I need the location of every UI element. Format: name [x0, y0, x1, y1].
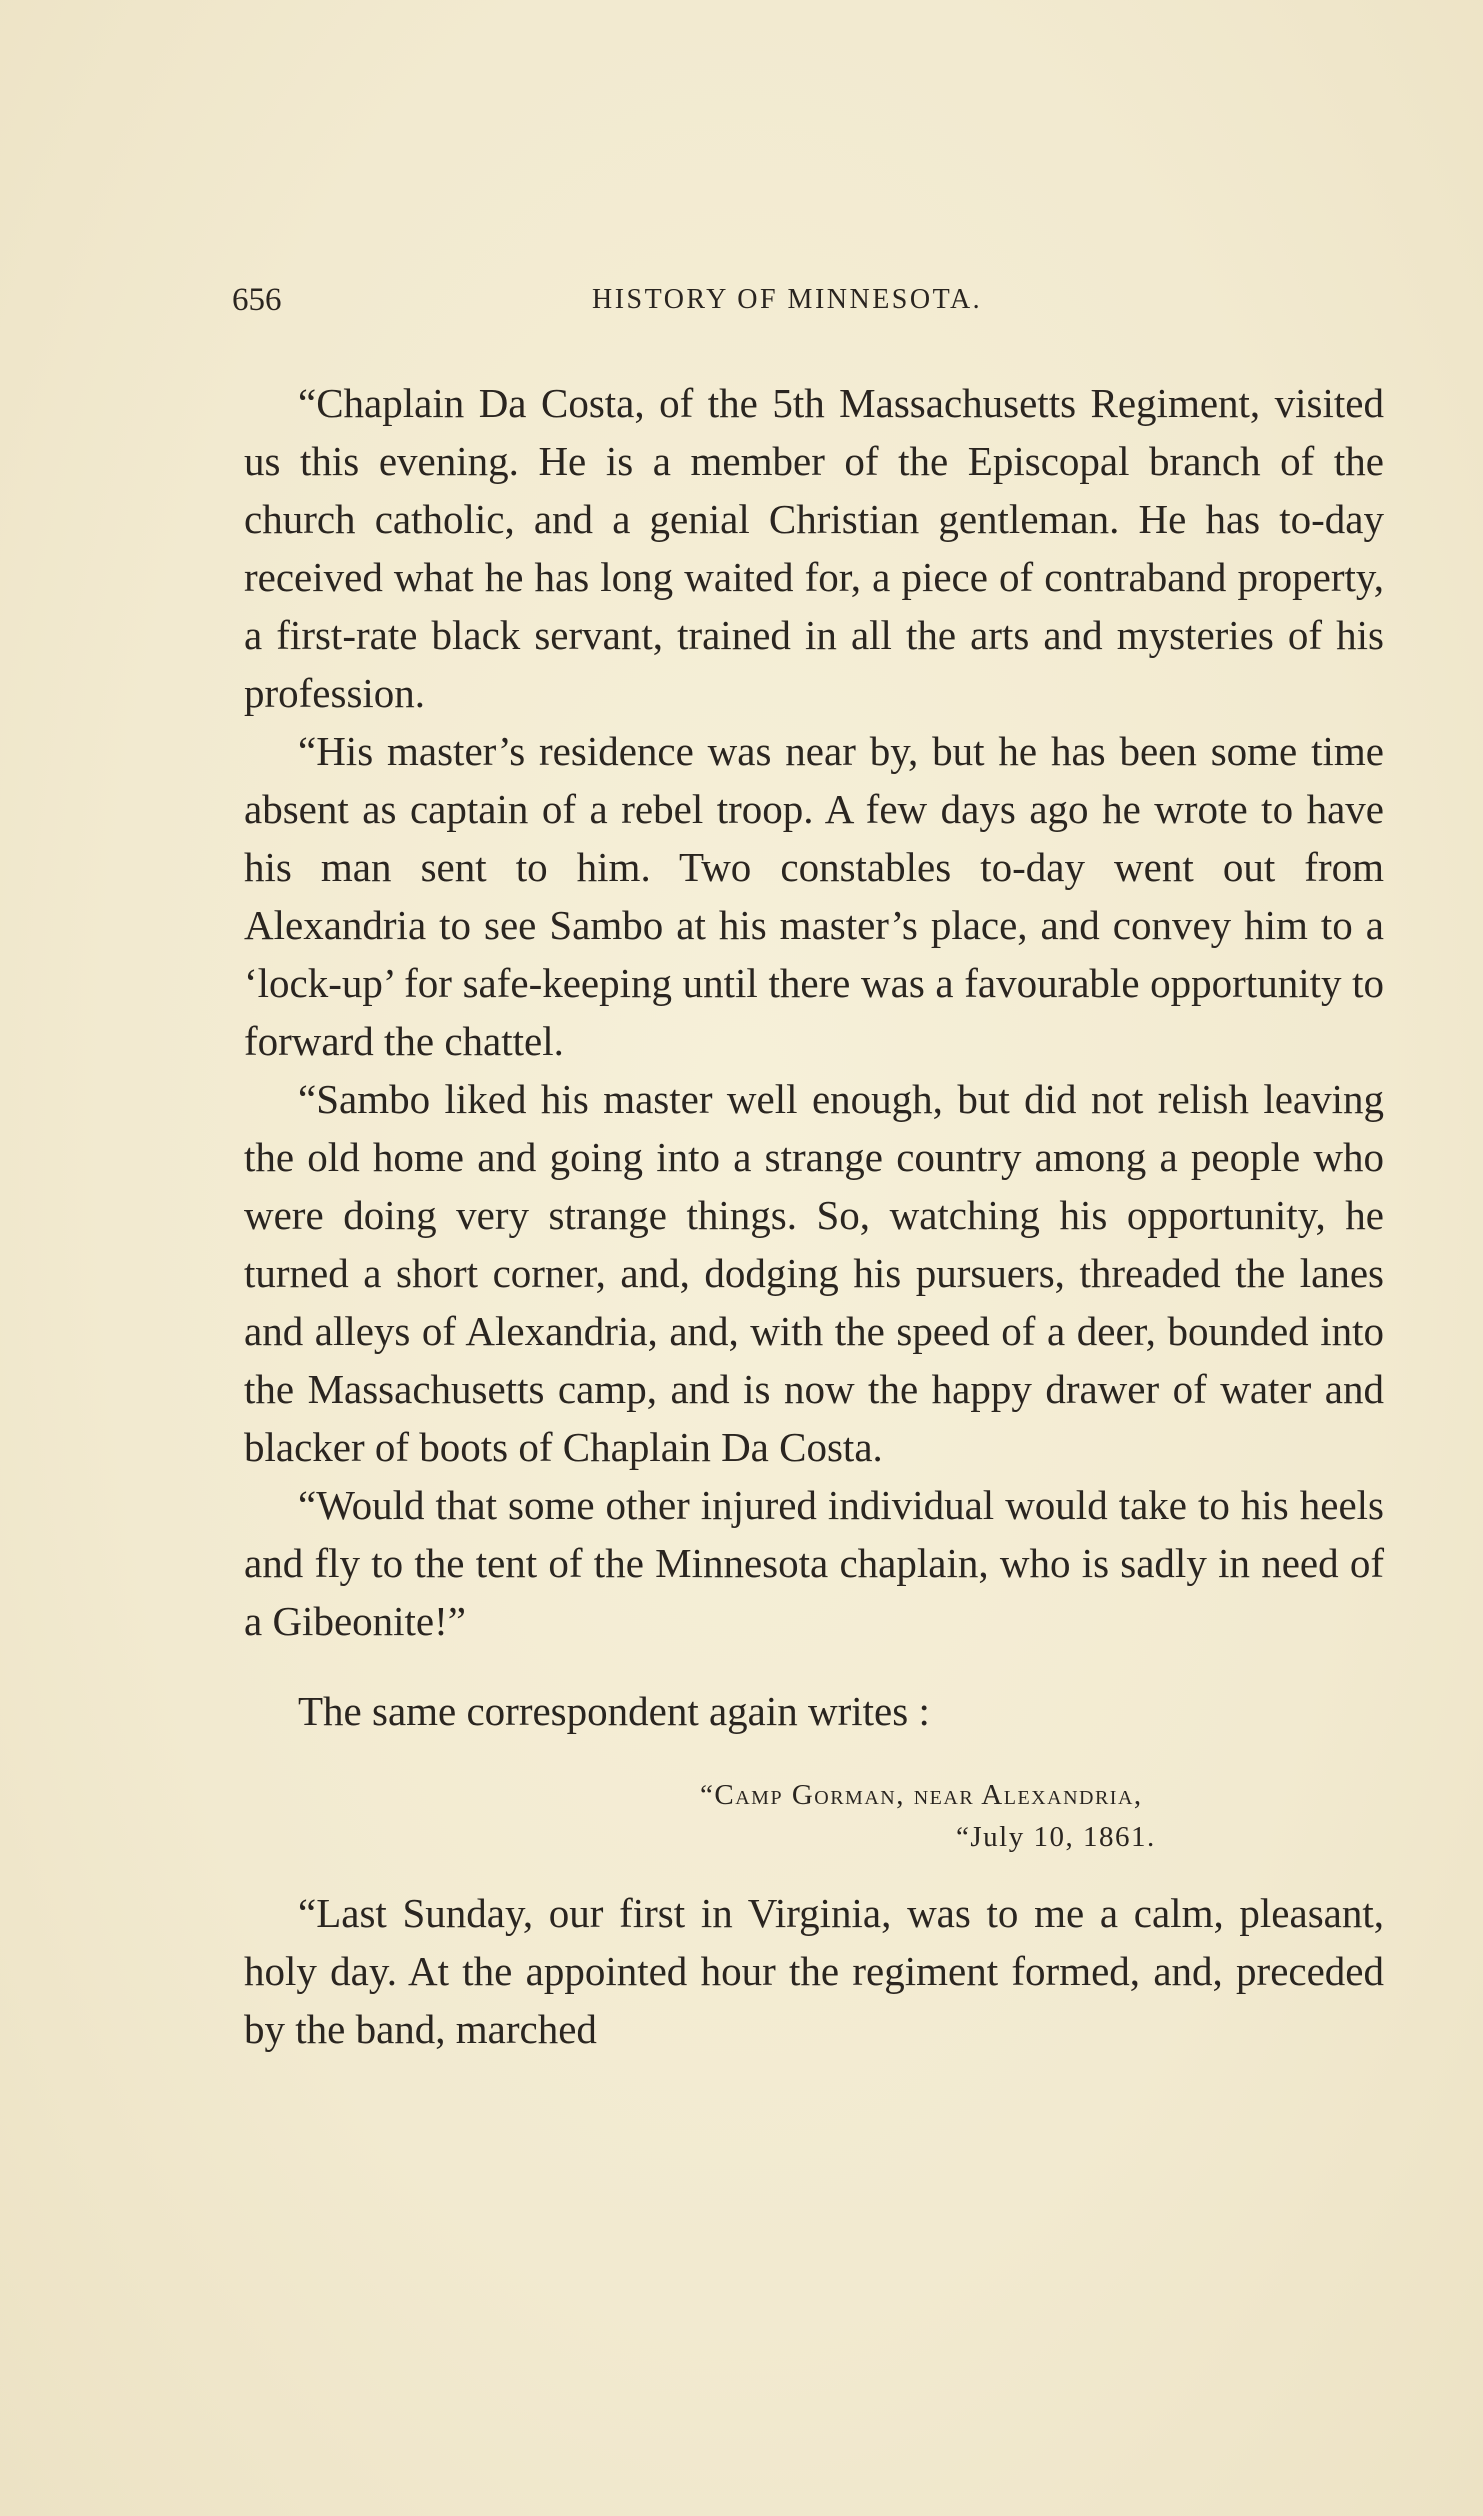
dateline-place: “Camp Gorman, near Alexandria, — [700, 1779, 1143, 1811]
intro-line: The same correspondent again writes : — [298, 1688, 930, 1734]
paragraph-3: “Sambo liked his master well enough, but did not relish leaving the old home and going into a strange country among a people who were doing very strange things. So, watching his opportunity, he turned a short corner, and, dodging his pursuers, threaded the lanes and alleys of Alexandria, and, with the speed of a deer, bounded into the Massachusetts camp, and is now the happy drawer of water and blacker of boots of Chaplain Da Costa. — [244, 1076, 1384, 1470]
paragraph-2: “His master’s residence was near by, but he has been some time absent as captain of a rebel troop. A few days ago he wrote to have his man sent to him. Two constables to-day went out from Alexandria to see Sambo at his master’s place, and convey him to a ‘lock-up’ for safe-keeping until there was a favourable opportunity to forward the chattel. — [244, 728, 1384, 1064]
dateline-date: “July 10, 1861. — [956, 1821, 1156, 1853]
paragraph-1: “Chaplain Da Costa, of the 5th Massachusetts Regiment, visited us this evening. He is a member of the Episcopal branch of the church catholic, and a genial Christian gentleman. He has to-day received what he has long waited for, a piece of contraband property, a first-rate black servant, trained in all the arts and mysteries of his profession. — [244, 380, 1384, 716]
body-text — [244, 374, 1384, 2058]
dateline — [244, 1774, 1384, 1858]
paragraph-4: “Would that some other injured individual would take to his heels and fly to the tent of the Minnesota chaplain, who is sadly in need of a Gibeonite!” — [244, 1482, 1384, 1644]
running-title: HISTORY OF MINNESOTA. — [592, 284, 983, 315]
paragraph-5: “Last Sunday, our first in Virginia, was to me a calm, pleasant, holy day. At the appointed hour the regiment formed, and, preceded by the band, marched — [244, 1890, 1384, 2052]
running-head — [232, 282, 1382, 322]
page-number: 656 — [232, 282, 282, 318]
